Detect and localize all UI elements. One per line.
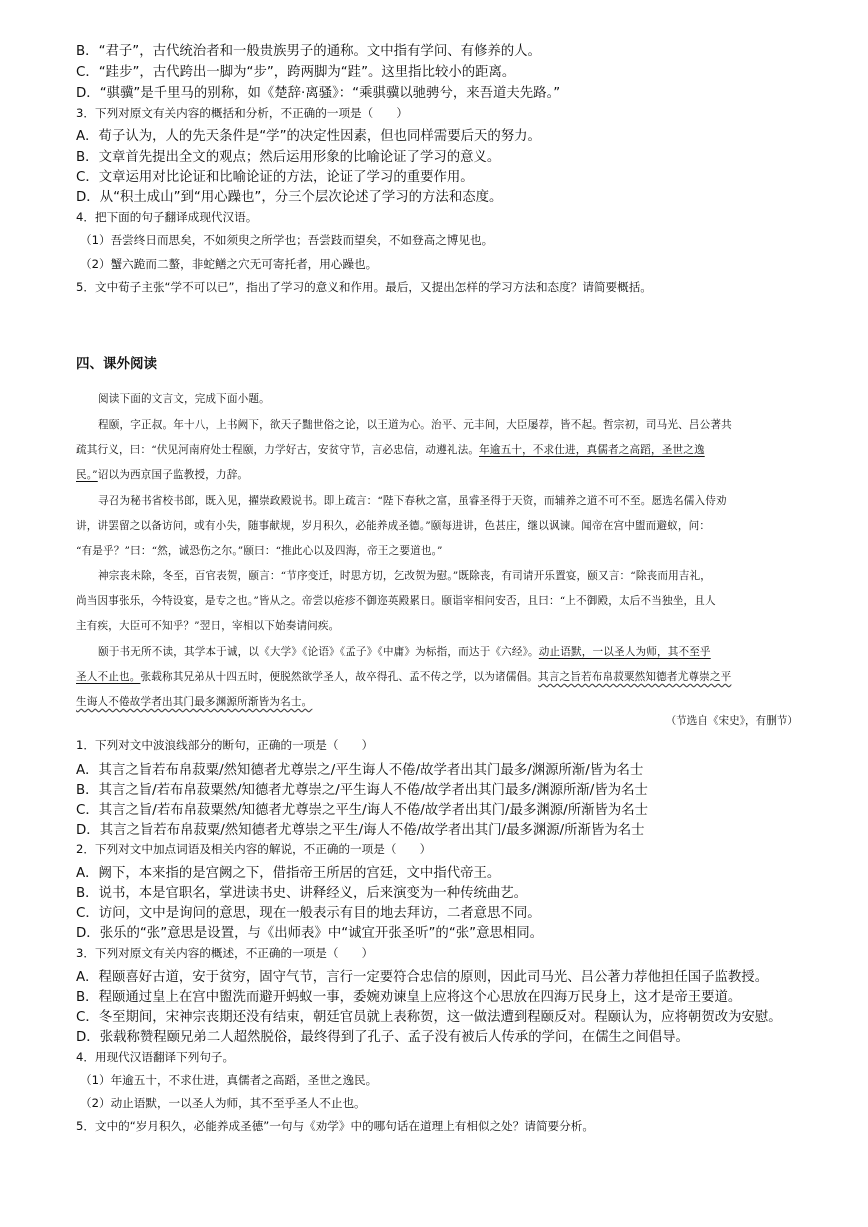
q3b-option-a: A．程颐喜好古道，安于贫穷，固守气节，言行一定要符合忠信的原则，因此司马光、吕公著力荐他担任国子监教授。 <box>76 970 769 985</box>
underlined-sentence: 年逾五十，不求仕进，真儒者之高蹈，圣世之逸 <box>479 444 705 456</box>
q2-option-d: D．张乐的“张”意思是设置，与《出师表》中“诚宜开张圣听”的“张”意思相同。 <box>76 926 544 941</box>
q1-option-a: A．其言之旨若布帛菽粟/然知德者尤尊崇之/平生诲人不倦/故学者出其门最多/渊源所渐/皆为名士 <box>76 763 644 778</box>
wavy-underlined-text: 其言之旨若布帛菽粟然知德者尤尊崇之平 <box>537 671 732 683</box>
q3-option-c: C．文章运用对比论证和比喻论证的方法，论证了学习的重要作用。 <box>76 170 474 185</box>
passage-line: 神宗丧未除，冬至，百官表贺，颐言：“节序变迁，时思方切，乞改贺为慰。”既除丧，有司请开乐置宴，颐又言：“除丧而用吉礼， <box>98 570 712 582</box>
passage-line: 程颐，字正叔。年十八，上书阙下，欲天子黜世俗之论，以王道为心。治平、元丰间，大臣屡荐，皆不起。哲宗初，司马光、吕公著共 <box>98 419 732 431</box>
q1-option-b: B．其言之旨/若布帛菽粟然/知德者尤尊崇之/平生诲人不倦/故学者出其门最多/渊源所渐/皆为名士 <box>76 783 648 798</box>
passage-text: 颐于书无所不读，其学本于诚，以《大学》《论语》《孟子》《中庸》为标指，而达于《六经》。 <box>98 646 539 658</box>
passage-line: 尚当因事张乐，今特设宴，是专之也。”皆从之。帝尝以疮疹不御迩英殿累日。颐诣宰相问安否，且曰：“上不御殿，太后不当独坐，且人 <box>76 595 716 607</box>
passage-line <box>76 442 705 457</box>
q3-option-b: B．文章首先提出全文的观点；然后运用形象的比喻论证了学习的意义。 <box>76 150 501 165</box>
question-3: 3．下列对原文有关内容的概括和分析，不正确的一项是（ ） <box>76 106 409 120</box>
q2-option-c: C．访问，文中是询问的意思，现在一般表示有目的地去拜访，二者意思不同。 <box>76 906 541 921</box>
q2-option-b: B．说书，本是官职名，掌进读书史、讲释经义，后来演变为一种传统曲艺。 <box>76 886 528 901</box>
passage-text: 张载称其兄弟从十四五时，便脱然欲学圣人，故卒得孔、孟不传之学，以为诸儒倡。 <box>140 671 538 683</box>
q1-option-c: C．其言之旨/若布帛菽粟然/知德者尤尊崇之平生/诲人不倦/故学者出其门/最多渊源/所渐皆为名士 <box>76 803 649 818</box>
wavy-underlined-text: 生诲人不倦故学者出其门最多渊源所渐皆为名士。 <box>76 696 313 708</box>
reading-intro: 阅读下面的文言文，完成下面小题。 <box>98 393 270 405</box>
q4b-item-2: （2）动止语默，一以圣人为师，其不至乎圣人不止也。 <box>80 1096 366 1110</box>
passage-line <box>76 467 248 482</box>
q3b-option-d: D．张载称赞程颐兄弟二人超然脱俗，最终得到了孔子、孟子没有被后人传承的学问，在儒生之间倡导。 <box>76 1030 689 1045</box>
passage-line: 寻召为秘书省校书郎，既入见，擢崇政殿说书。即上疏言：“陛下春秋之富，虽睿圣得于天资，而辅养之道不可不至。愿选名儒入侍劝 <box>98 495 727 507</box>
question-5: 5．文中荀子主张“学不可以已”，指出了学习的意义和作用。最后，又提出怎样的学习方法和态度？请简要概括。 <box>76 280 652 294</box>
option-b: B．“君子”，古代统治者和一般贵族男子的通称。文中指有学问、有修养的人。 <box>76 44 541 59</box>
q4-item-1: （1）吾尝终日而思矣，不如须臾之所学也；吾尝跂而望矣，不如登高之博见也。 <box>80 233 494 247</box>
option-d: D．“骐骥”是千里马的别称，如《楚辞·离骚》：“乘骐骥以驰骋兮，来吾道夫先路。” <box>76 86 561 101</box>
q3b-option-c: C．冬至期间，宋神宗丧期还没有结束，朝廷官员就上表称贺，这一做法遭到程颐反对。程颐认为，应将朝贺改为安慰。 <box>76 1010 782 1025</box>
underlined-sentence: 民。” <box>76 469 98 481</box>
q3-option-d: D．从“积土成山”到“用心躁也”，分三个层次论述了学习的方法和态度。 <box>76 190 503 205</box>
question-2: 2．下列对文中加点词语及相关内容的解说，不正确的一项是（ ） <box>76 842 432 856</box>
underlined-sentence: 动止语默，一以圣人为师，其不至乎 <box>538 646 711 658</box>
q4b-item-1: （1）年逾五十，不求仕进，真儒者之高蹈，圣世之逸民。 <box>80 1073 378 1087</box>
question-1: 1．下列对文中波浪线部分的断句，正确的一项是（ ） <box>76 738 374 752</box>
underlined-sentence: 圣人不止也。 <box>76 671 141 683</box>
passage-line: 主有疾，大臣可不知乎？”翌日，宰相以下始奏请问疾。 <box>76 620 340 632</box>
option-c: C．“跬步”，古代跨出一脚为“步”，跨两脚为“跬”。这里指比较小的距离。 <box>76 65 516 80</box>
section-heading: 四、课外阅读 <box>76 356 157 372</box>
q3-option-a: A．荀子认为，人的先天条件是“学”的决定性因素，但也同样需要后天的努力。 <box>76 129 541 144</box>
passage-text: 疏其行义，曰：“伏见河南府处士程颐，力学好古，安贫守节，言必忠信，动遵礼法。 <box>76 444 480 456</box>
question-5b: 5．文中的“岁月积久，必能养成圣德”一句与《劝学》中的哪句话在道理上有相似之处？请简要分析。 <box>76 1119 594 1133</box>
q2-option-a: A．阙下，本来指的是宫阙之下，借指帝王所居的宫廷，文中指代帝王。 <box>76 866 501 881</box>
passage-line <box>76 669 731 684</box>
question-3b: 3．下列对原文有关内容的概述，不正确的一项是（ ） <box>76 946 374 960</box>
question-4: 4．把下面的句子翻译成现代汉语。 <box>76 210 258 224</box>
q1-option-d: D．其言之旨若布帛菽粟/然知德者尤尊崇之平生/诲人不倦/故学者出其门/最多渊源/所渐皆为名士 <box>76 823 645 838</box>
passage-line: “有是乎？”曰：“然，诚恐伤之尔。”颐曰：“推此心以及四海，帝王之要道也。” <box>76 545 443 557</box>
passage-line: 讲，讲罢留之以备访问，或有小失，随事献规，岁月积久，必能养成圣德。”颐每进讲，色甚庄，继以讽谏。闻帝在宫中盥而避蚁，问： <box>76 520 711 532</box>
q4-item-2: （2）蟹六跪而二螯，非蛇鳝之穴无可寄托者，用心躁也。 <box>80 257 378 271</box>
passage-text: 诏以为西京国子监教授，力辞。 <box>97 469 249 481</box>
q3b-option-b: B．程颐通过皇上在宫中盥洗而避开蚂蚁一事，委婉劝谏皇上应将这个心思放在四海万民身上，这才是帝王要道。 <box>76 990 742 1005</box>
passage-line <box>98 644 711 659</box>
question-4b: 4．用现代汉语翻译下列句子。 <box>76 1050 235 1064</box>
passage-source: （节选自《宋史》，有删节） <box>665 715 798 727</box>
passage-line <box>76 694 312 709</box>
